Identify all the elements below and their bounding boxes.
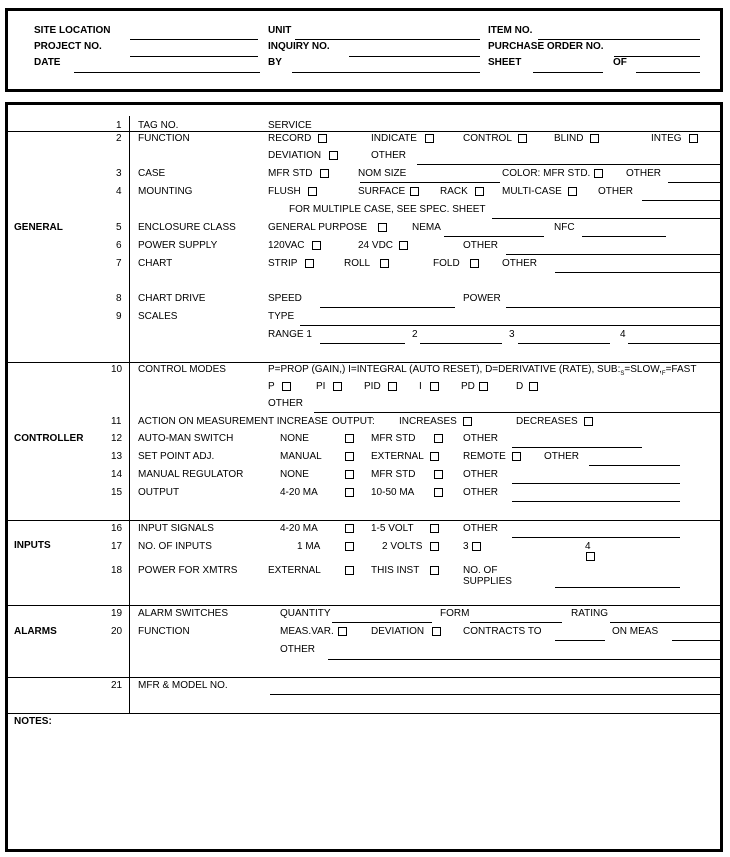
notes-label: NOTES: xyxy=(14,716,52,727)
row-num: 2 xyxy=(116,133,122,144)
quantity-field[interactable] xyxy=(332,622,432,623)
row-num: 14 xyxy=(111,469,123,480)
other-label: OTHER xyxy=(463,433,498,444)
section-general: GENERAL xyxy=(14,222,63,233)
mode-pid-label: PID xyxy=(364,381,381,392)
drive-power-field[interactable] xyxy=(506,307,720,308)
row-num: 11 xyxy=(111,416,122,427)
input-signals-other-field[interactable] xyxy=(512,537,680,538)
row-divider-general xyxy=(8,362,720,363)
other-label: OTHER xyxy=(463,240,498,251)
header-box xyxy=(5,8,723,92)
purchase-order-no-field[interactable] xyxy=(614,56,700,57)
deviation-label: DEVIATION xyxy=(268,150,322,161)
row-num: 4 xyxy=(116,186,122,197)
row-num: 7 xyxy=(116,258,122,269)
project-no-field[interactable] xyxy=(130,56,258,57)
service-label: SERVICE xyxy=(268,120,312,131)
inquiry-no-label: INQUIRY NO. xyxy=(268,41,330,52)
vdc24-checkbox[interactable] xyxy=(399,241,408,250)
quantity-label: QUANTITY xyxy=(280,608,331,619)
inputs-4-checkbox[interactable] xyxy=(586,552,595,561)
multiple-case-note: FOR MULTIPLE CASE, SEE SPEC. SHEET xyxy=(289,204,486,215)
range-1-field[interactable] xyxy=(320,343,405,344)
set-point-external-checkbox[interactable] xyxy=(430,452,439,461)
rack-checkbox[interactable] xyxy=(475,187,484,196)
this-inst-label: THIS INST xyxy=(371,565,420,576)
scales-type-field[interactable] xyxy=(300,325,720,326)
regulator-mfr-std-checkbox[interactable] xyxy=(434,470,443,479)
output-other-field[interactable] xyxy=(512,501,680,502)
decreases-checkbox[interactable] xyxy=(584,417,593,426)
row-label-auto-man-switch: AUTO-MAN SWITCH xyxy=(138,433,234,444)
other-label: OTHER xyxy=(268,398,303,409)
other-label: OTHER xyxy=(463,487,498,498)
mode-p-label: P xyxy=(268,381,275,392)
range-3-field[interactable] xyxy=(518,343,610,344)
flush-checkbox[interactable] xyxy=(308,187,317,196)
of-label: OF xyxy=(613,57,627,68)
of-field[interactable] xyxy=(636,72,700,73)
rating-label: RATING xyxy=(571,608,609,619)
inputs-1ma-label: 1 MA xyxy=(297,541,321,552)
case-mfr-std-checkbox[interactable] xyxy=(320,169,329,178)
increases-checkbox[interactable] xyxy=(463,417,472,426)
control-modes-description: P=PROP (GAIN,) I=INTEGRAL (AUTO RESET), D=DERIVATIVE (RATE), $SUB:_S=SLOW,_F=FAST$ xyxy=(268,364,697,377)
input-4-20ma-label: 4-20 MA xyxy=(280,523,318,534)
regulator-none-checkbox[interactable] xyxy=(345,470,354,479)
row-num: 20 xyxy=(111,626,123,637)
on-meas-field[interactable] xyxy=(672,640,720,641)
control-label: CONTROL xyxy=(463,133,512,144)
indicate-label: INDICATE xyxy=(371,133,417,144)
on-meas-label: ON MEAS xyxy=(612,626,659,637)
mounting-other-field[interactable] xyxy=(642,200,720,201)
control-modes-other-field[interactable] xyxy=(314,412,720,413)
row-label-mounting: MOUNTING xyxy=(138,186,193,197)
mfr-std-label: MFR STD xyxy=(371,433,416,444)
row-num: 3 xyxy=(116,168,122,179)
inputs-3-checkbox[interactable] xyxy=(472,542,481,551)
none-label: NONE xyxy=(280,433,309,444)
item-no-label: ITEM NO. xyxy=(488,25,533,36)
supplies-label: SUPPLIES xyxy=(463,576,512,587)
row-label-case: CASE xyxy=(138,168,166,179)
range-2-label: 2 xyxy=(412,329,418,340)
row-num: 15 xyxy=(111,487,123,498)
surface-checkbox[interactable] xyxy=(410,187,419,196)
row-num: 13 xyxy=(111,451,123,462)
nfc-label: NFC xyxy=(554,222,575,233)
row-label-input-signals: INPUT SIGNALS xyxy=(138,523,214,534)
inquiry-no-field[interactable] xyxy=(349,56,480,57)
manual-label: MANUAL xyxy=(280,451,322,462)
other-label: OTHER xyxy=(598,186,633,197)
flush-label: FLUSH xyxy=(268,186,301,197)
speed-label: SPEED xyxy=(268,293,302,304)
auto-man-mfr-std-checkbox[interactable] xyxy=(434,434,443,443)
item-no-field[interactable] xyxy=(538,39,700,40)
output-10-50ma-checkbox[interactable] xyxy=(434,488,443,497)
roll-checkbox[interactable] xyxy=(380,259,389,268)
inputs-4-label: 4 xyxy=(585,541,591,552)
regulator-other-field[interactable] xyxy=(512,483,680,484)
by-field[interactable] xyxy=(292,72,480,73)
set-point-remote-checkbox[interactable] xyxy=(512,452,521,461)
multiple-case-spec-field[interactable] xyxy=(492,218,720,219)
case-other-field[interactable] xyxy=(668,182,720,183)
record-label: RECORD xyxy=(268,133,312,144)
inputs-2volts-label: 2 VOLTS xyxy=(382,541,423,552)
purchase-order-no-label: PURCHASE ORDER NO. xyxy=(488,41,604,52)
notes-area[interactable] xyxy=(9,730,719,848)
row-num: 10 xyxy=(111,364,123,375)
nema-field[interactable] xyxy=(444,236,544,237)
row-num: 17 xyxy=(111,541,123,552)
sheet-label: SHEET xyxy=(488,57,522,68)
row-num: 8 xyxy=(116,293,122,304)
form-field[interactable] xyxy=(470,622,562,623)
row-label-chart-drive: CHART DRIVE xyxy=(138,293,206,304)
meas-var-label: MEAS.VAR. xyxy=(280,626,334,637)
row-label-mfr-model-no: MFR & MODEL NO. xyxy=(138,680,228,691)
input-1-5volt-label: 1-5 VOLT xyxy=(371,523,414,534)
inputs-1ma-checkbox[interactable] xyxy=(345,542,354,551)
row-label-control-modes: CONTROL MODES xyxy=(138,364,226,375)
output-4-20ma-checkbox[interactable] xyxy=(345,488,354,497)
range-3-label: 3 xyxy=(509,329,515,340)
surface-label: SURFACE xyxy=(358,186,406,197)
mfr-model-field[interactable] xyxy=(270,694,720,695)
alarm-deviation-checkbox[interactable] xyxy=(432,627,441,636)
row-num: 16 xyxy=(111,523,123,534)
rack-label: RACK xyxy=(440,186,468,197)
control-checkbox[interactable] xyxy=(518,134,527,143)
site-location-field[interactable] xyxy=(130,39,258,40)
row-num: 21 xyxy=(111,680,123,691)
date-label: DATE xyxy=(34,57,61,68)
multi-case-label: MULTI-CASE xyxy=(502,186,562,197)
supplies-field[interactable] xyxy=(555,587,680,588)
mode-pid-checkbox[interactable] xyxy=(388,382,397,391)
row-num: 1 xyxy=(116,120,122,131)
mode-d-label: D xyxy=(516,381,524,392)
increases-label: INCREASES xyxy=(399,416,457,427)
function-other-field[interactable] xyxy=(417,164,720,165)
mfr-std-label: MFR STD xyxy=(268,168,313,179)
date-field[interactable] xyxy=(74,72,260,73)
record-checkbox[interactable] xyxy=(318,134,327,143)
row-label-set-point-adj: SET POINT ADJ. xyxy=(138,451,215,462)
color-mfr-std-label: COLOR: MFR STD. xyxy=(502,168,591,179)
deviation-label: DEVIATION xyxy=(371,626,425,637)
row-num: 9 xyxy=(116,311,122,322)
mode-i-label: I xyxy=(419,381,422,392)
vdc24-label: 24 VDC xyxy=(358,240,394,251)
other-label: OTHER xyxy=(463,523,498,534)
row-num: 19 xyxy=(111,608,123,619)
row-label-enclosure-class: ENCLOSURE CLASS xyxy=(138,222,236,233)
blind-label: BLIND xyxy=(554,133,584,144)
other-label: OTHER xyxy=(626,168,661,179)
remote-label: REMOTE xyxy=(463,451,506,462)
indicate-checkbox[interactable] xyxy=(425,134,434,143)
range-4-label: 4 xyxy=(620,329,626,340)
this-inst-checkbox[interactable] xyxy=(430,566,439,575)
row-label-scales: SCALES xyxy=(138,311,178,322)
by-label: BY xyxy=(268,57,282,68)
row-num: 12 xyxy=(111,433,123,444)
section-controller: CONTROLLER xyxy=(14,433,84,444)
rating-field[interactable] xyxy=(610,622,720,623)
mode-pi-checkbox[interactable] xyxy=(333,382,342,391)
integ-label: INTEG xyxy=(651,133,682,144)
fold-checkbox[interactable] xyxy=(470,259,479,268)
xmtr-external-label: EXTERNAL xyxy=(268,565,321,576)
row-label-manual-regulator: MANUAL REGULATOR xyxy=(138,469,244,480)
section-inputs: INPUTS xyxy=(14,540,51,551)
contracts-to-field[interactable] xyxy=(555,640,605,641)
other-label: OTHER xyxy=(463,469,498,480)
project-no-label: PROJECT NO. xyxy=(34,41,102,52)
auto-man-other-field[interactable] xyxy=(512,447,642,448)
row-label-no-of-inputs: NO. OF INPUTS xyxy=(138,541,212,552)
other-label: OTHER xyxy=(544,451,579,462)
type-label: TYPE xyxy=(268,311,295,322)
unit-field[interactable] xyxy=(295,39,480,40)
xmtr-external-checkbox[interactable] xyxy=(345,566,354,575)
mode-i-checkbox[interactable] xyxy=(430,382,439,391)
power-other-field[interactable] xyxy=(506,254,720,255)
inputs-3-label: 3 xyxy=(463,541,469,552)
power-label: POWER xyxy=(463,293,501,304)
contracts-to-label: CONTRACTS TO xyxy=(463,626,542,637)
section-alarms: ALARMS xyxy=(14,626,57,637)
row-divider-model xyxy=(8,713,720,714)
column-divider xyxy=(129,116,130,713)
output-label: OUTPUT: xyxy=(332,416,375,427)
fold-label: FOLD xyxy=(433,258,460,269)
integ-checkbox[interactable] xyxy=(689,134,698,143)
row-divider-top xyxy=(8,131,720,132)
row-label-chart: CHART xyxy=(138,258,173,269)
mode-pi-label: PI xyxy=(316,381,326,392)
site-location-label: SITE LOCATION xyxy=(34,25,111,36)
row-label-alarm-function: FUNCTION xyxy=(138,626,190,637)
blind-checkbox[interactable] xyxy=(590,134,599,143)
general-purpose-label: GENERAL PURPOSE xyxy=(268,222,368,233)
input-1-5volt-checkbox[interactable] xyxy=(430,524,439,533)
speed-field[interactable] xyxy=(320,307,455,308)
row-num: 18 xyxy=(111,565,123,576)
row-divider-alarms xyxy=(8,677,720,678)
vac120-label: 120VAC xyxy=(268,240,305,251)
nom-size-field[interactable] xyxy=(360,182,500,183)
multi-case-checkbox[interactable] xyxy=(568,187,577,196)
deviation-checkbox[interactable] xyxy=(329,151,338,160)
row-num: 6 xyxy=(116,240,122,251)
other-label: OTHER xyxy=(280,644,315,655)
vac120-checkbox[interactable] xyxy=(312,241,321,250)
output-4-20ma-label: 4-20 MA xyxy=(280,487,318,498)
nema-label: NEMA xyxy=(412,222,441,233)
sheet-field[interactable] xyxy=(533,72,603,73)
strip-label: STRIP xyxy=(268,258,298,269)
other-label: OTHER xyxy=(502,258,537,269)
row-label-power-supply: POWER SUPPLY xyxy=(138,240,218,251)
mode-p-checkbox[interactable] xyxy=(282,382,291,391)
nfc-field[interactable] xyxy=(582,236,666,237)
roll-label: ROLL xyxy=(344,258,371,269)
chart-other-field[interactable] xyxy=(555,272,720,273)
meas-var-checkbox[interactable] xyxy=(338,627,347,636)
mfr-std-label: MFR STD xyxy=(371,469,416,480)
decreases-label: DECREASES xyxy=(516,416,578,427)
row-label-output: OUTPUT xyxy=(138,487,180,498)
inputs-2volts-checkbox[interactable] xyxy=(430,542,439,551)
color-mfr-std-checkbox[interactable] xyxy=(594,169,603,178)
general-purpose-checkbox[interactable] xyxy=(378,223,387,232)
row-divider-inputs xyxy=(8,605,720,606)
external-label: EXTERNAL xyxy=(371,451,424,462)
range-label: RANGE 1 xyxy=(268,329,312,340)
set-point-other-field[interactable] xyxy=(589,465,680,466)
set-point-manual-checkbox[interactable] xyxy=(345,452,354,461)
input-4-20ma-checkbox[interactable] xyxy=(345,524,354,533)
row-num: 5 xyxy=(116,222,122,233)
none-label: NONE xyxy=(280,469,309,480)
nom-size-label: NOM SIZE xyxy=(358,168,407,179)
range-2-field[interactable] xyxy=(420,343,502,344)
output-10-50ma-label: 10-50 MA xyxy=(371,487,415,498)
row-divider-controller xyxy=(8,520,720,521)
row-label-action: ACTION ON MEASUREMENT INCREASE xyxy=(138,416,328,427)
mode-pd-label: PD xyxy=(461,381,475,392)
alarm-other-field[interactable] xyxy=(328,659,720,660)
row-label-tag-no: TAG NO. xyxy=(138,120,179,131)
mode-pd-checkbox[interactable] xyxy=(479,382,488,391)
range-4-field[interactable] xyxy=(628,343,720,344)
row-label-alarm-switches: ALARM SWITCHES xyxy=(138,608,229,619)
row-label-power-for-xmtrs: POWER FOR XMTRS xyxy=(138,565,238,576)
strip-checkbox[interactable] xyxy=(305,259,314,268)
auto-man-none-checkbox[interactable] xyxy=(345,434,354,443)
form-label: FORM xyxy=(440,608,470,619)
unit-label: UNIT xyxy=(268,25,292,36)
no-of-label: NO. OF xyxy=(463,565,498,576)
mode-d-checkbox[interactable] xyxy=(529,382,538,391)
row-label-function: FUNCTION xyxy=(138,133,190,144)
other-label: OTHER xyxy=(371,150,406,161)
